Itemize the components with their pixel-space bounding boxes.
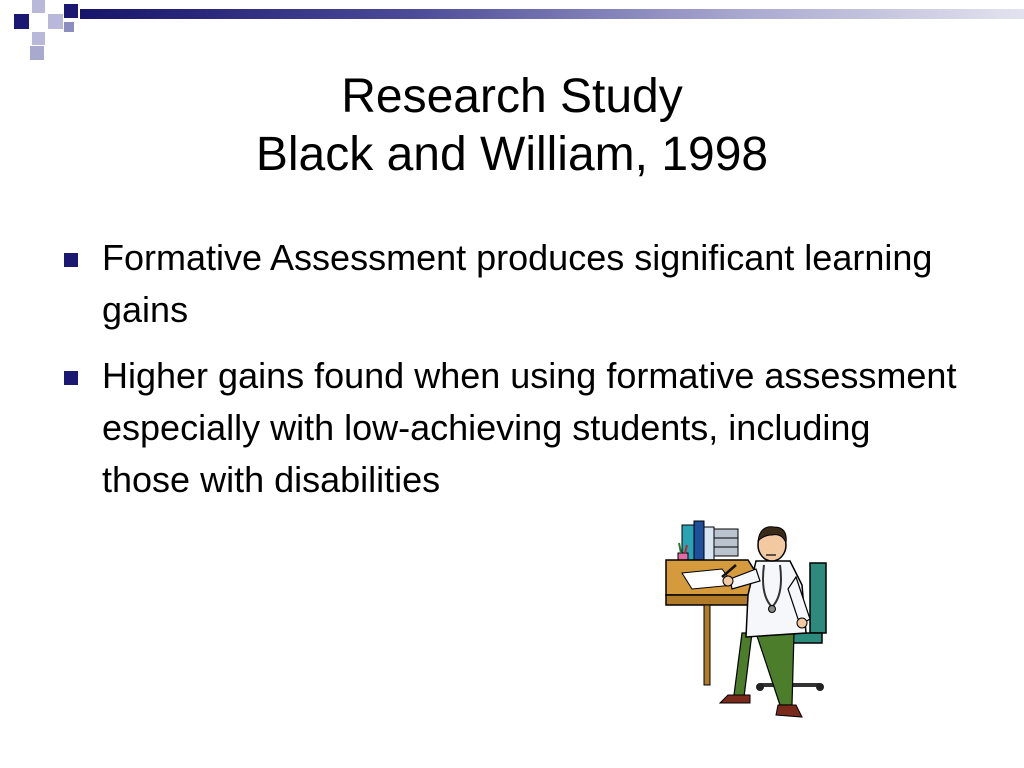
bullet-text: Formative Assessment produces significant learning gains (102, 237, 933, 330)
bullet-text: Higher gains found when using formative assessment especially with low-achieving students, including those with disabilities (102, 355, 957, 500)
decor-square (32, 32, 45, 45)
decor-square (64, 4, 78, 18)
decor-square (64, 22, 74, 32)
slide-title (0, 68, 1024, 184)
title-line-2: Black and William, 1998 (255, 128, 769, 181)
decor-square (48, 14, 63, 29)
square-bullet-icon (64, 371, 78, 385)
bullet-list (62, 232, 962, 520)
square-bullet-icon (64, 253, 78, 267)
header-decoration (0, 0, 1024, 32)
doctor-at-desk-icon (660, 515, 835, 725)
bullet-item (62, 350, 962, 506)
bullet-item (62, 232, 962, 336)
decor-square (14, 14, 29, 29)
header-gradient-bar (80, 9, 1024, 19)
title-line-1: Research Study (341, 70, 683, 123)
decor-square (32, 0, 45, 13)
decor-square (30, 46, 44, 60)
